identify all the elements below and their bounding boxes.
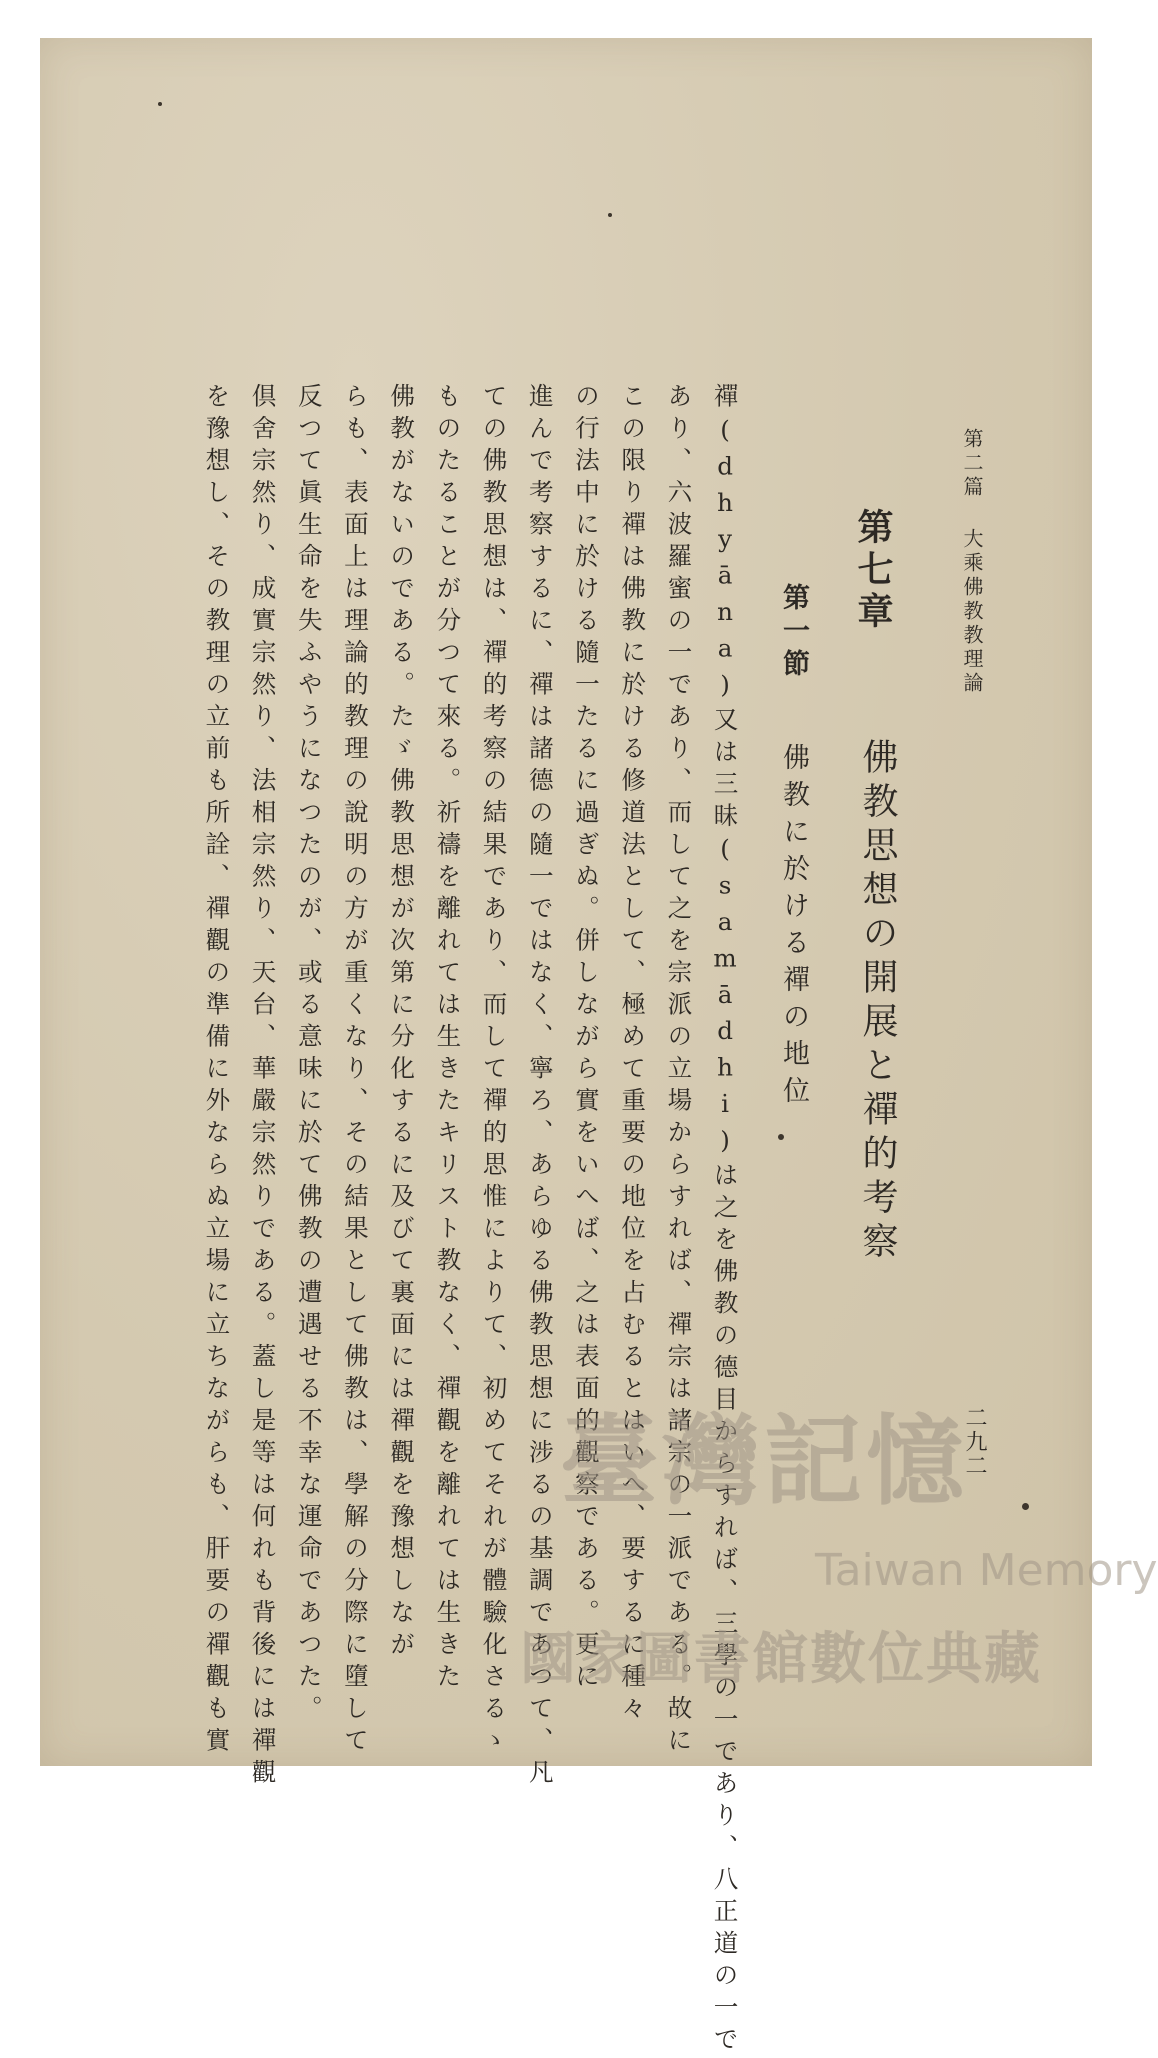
body-line: らも、表面上は理論的教理の說明の方が重くなり、その結果として佛教は、學解の分際に墮して [340, 383, 370, 1759]
scanned-page [40, 38, 1158, 2058]
watermark-english: Taiwan Memory [815, 1545, 1158, 1596]
body-line: 禪(dhyāna)又は三昧(samādhi)は之を佛教の德目からすれば、三學の一であり、八正道の一で [710, 383, 740, 2058]
running-head: 第二篇 大乘佛教教理論 [960, 428, 984, 696]
chapter-title: 佛教思想の開展と禪的考察 [857, 738, 898, 1266]
section-number: 第一節 [778, 583, 809, 682]
speck [608, 213, 612, 217]
chapter-number: 第七章 [852, 508, 894, 634]
body-line: の行法中に於ける隨一たるに過ぎぬ。併しながら實をいへば、之は表面的觀察である。更に [571, 383, 601, 1695]
body-line: ものたることが分つて來る。祈禱を離れては生きたキリスト教なく、禪觀を離れては生きた [433, 383, 463, 1695]
speck [158, 102, 162, 106]
body-line: 倶舍宗然り、成實宗然り、法相宗然り、天台、華嚴宗然りである。蓋し是等は何れも背後には禪觀 [248, 383, 278, 1791]
speck [778, 1134, 784, 1140]
speck [1022, 1503, 1029, 1510]
body-line: を豫想し、その教理の立前も所詮、禪觀の準備に外ならぬ立場に立ちながらも、肝要の禪觀も實 [202, 383, 232, 1759]
body-line: 進んで考察するに、禪は諸德の隨一ではなく、寧ろ、あらゆる佛教思想に涉るの基調であつて、凡 [525, 383, 555, 1791]
body-line: 反つて眞生命を失ふやうになつたのが、或る意味に於て佛教の遭遇せる不幸な運命であつた。 [294, 383, 324, 1727]
watermark-logo: 臺灣記憶 [560, 1405, 969, 1519]
section-title: 佛教に於ける禪の地位 [778, 743, 809, 1113]
body-line: あり、六波羅蜜の一であり、而して之を宗派の立場からすれば、禪宗は諸宗の一派である。故に [664, 383, 694, 1759]
body-line: ての佛教思想は、禪的考察の結果であり、而して禪的思惟によりて、初めてそれが體驗化さるゝ [479, 383, 509, 1759]
body-line: この限り禪は佛教に於ける修道法として、極めて重要の地位を占むるとはいへ、要するに種々 [618, 383, 648, 1727]
watermark-institution: 國家圖書館數位典藏 [520, 1627, 1042, 1692]
page-number: 二九二 [962, 1406, 987, 1478]
body-line: 佛教がないのである。たゞ佛教思想が次第に分化するに及びて裏面には禪觀を豫想しなが [387, 383, 417, 1663]
